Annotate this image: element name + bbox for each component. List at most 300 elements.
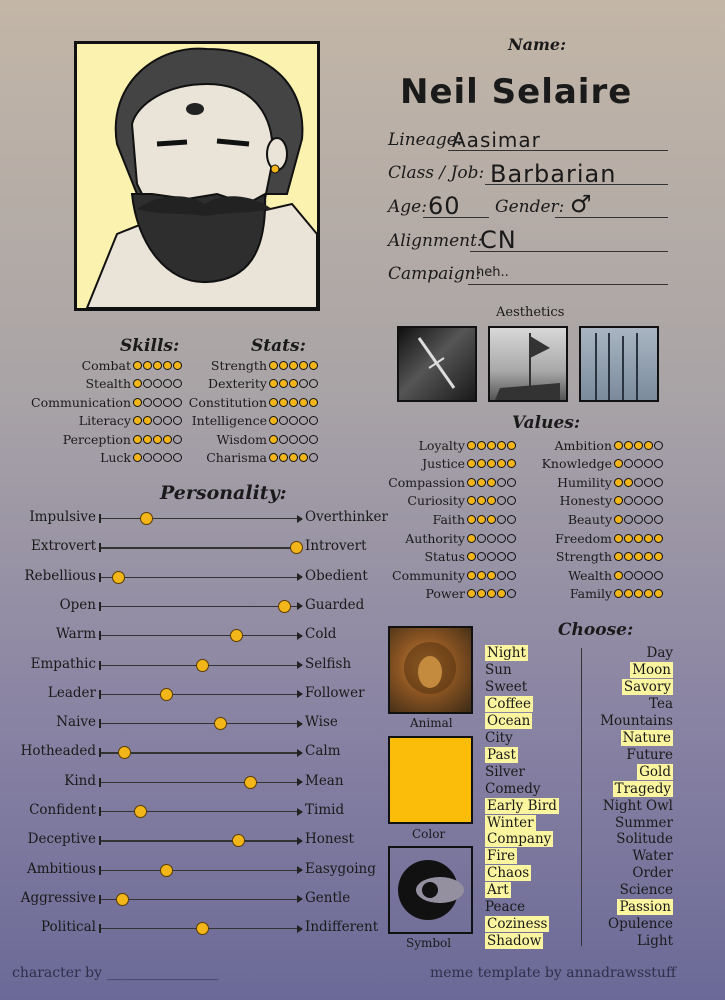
trait-slider-track [100,782,302,783]
trait-slider-knob[interactable] [196,922,209,935]
rating-dot [153,453,162,462]
rating-row [367,566,516,584]
rating-dot [497,459,506,468]
aesthetic-image-2 [488,326,568,402]
slider-start-tick [99,514,101,523]
crescent-symbol-icon [390,848,471,932]
trait-slider-knob[interactable] [112,571,125,584]
slider-end-arrow [297,749,303,757]
rating-rating [467,459,516,468]
choice-option[interactable]: Shadow [487,933,542,950]
rating-rating [269,379,318,388]
choice-option[interactable]: Sweet [485,678,528,695]
rating-dot [644,515,653,524]
campaign-label: Campaign: [388,264,482,284]
rating-row [169,430,318,448]
rating-label: Knowledge [541,456,612,472]
trait-slider-knob[interactable] [134,805,147,818]
rating-dot [624,589,633,598]
rating-label: Strength [210,357,267,373]
rating-rating [614,515,663,524]
choice-option[interactable]: Savory [623,678,671,695]
rating-row [524,548,663,566]
slider-end-arrow [297,778,303,786]
rating-dot [624,441,633,450]
rating-row [169,375,318,393]
rating-row [169,449,318,467]
rating-dot [309,453,318,462]
rating-rating [614,571,663,580]
age-value: 60 [428,192,461,220]
rating-dot [477,459,486,468]
choice-option[interactable]: Day [646,645,673,661]
rating-row [13,375,182,393]
choice-option[interactable]: Future [626,746,673,763]
rating-row [524,436,663,454]
rating-label: Dexterity [208,376,267,391]
trait-slider-knob[interactable] [140,512,153,525]
trait-slider-track [100,518,302,519]
rating-dot [507,552,516,561]
rating-dot [624,571,633,580]
slider-end-arrow [297,573,303,581]
rating-dot [497,589,506,598]
rating-row [13,430,182,448]
choice-row [632,865,673,882]
choice-option[interactable]: Gold [639,763,671,780]
rating-dot [497,496,506,505]
rating-dot [497,441,506,450]
rating-dot [269,453,278,462]
trait-left-label: Kind [64,772,96,789]
rating-row [524,473,663,491]
choice-option[interactable]: Science [619,882,673,899]
trait-slider-knob[interactable] [160,688,173,701]
choice-option[interactable]: Art [487,882,509,899]
rating-dot [143,379,152,388]
trait-left-label: Deceptive [27,831,96,848]
rating-label: Stealth [85,376,131,391]
rating-dot [269,398,278,407]
gender-label: Gender: [495,197,565,217]
symbol-box [388,846,473,934]
rating-label: Charisma [206,450,267,465]
trait-slider-knob[interactable] [196,659,209,672]
rating-dot [654,459,663,468]
trait-right-label: Calm [305,743,341,760]
choice-option[interactable]: Chaos [487,865,530,882]
slider-start-tick [99,866,101,875]
rating-dot [467,589,476,598]
choice-option[interactable]: Winter [487,814,534,831]
choice-option[interactable]: Early Bird [487,797,557,814]
rating-dot [467,515,476,524]
rating-rating [467,496,516,505]
character-portrait [74,41,320,311]
rating-dot [507,459,516,468]
rating-dot [299,361,308,370]
rating-dot [133,453,142,462]
rating-dot [634,478,643,487]
trait-slider-track [100,547,302,548]
rating-dot [634,552,643,561]
rating-rating [467,515,516,524]
values-title: Values: [512,413,581,433]
rating-label: Family [569,586,612,602]
choice-row [485,730,513,747]
alignment-label: Alignment: [388,231,483,251]
rating-dot [133,379,142,388]
gender-value: ♂ [570,190,593,218]
trait-slider-knob[interactable] [214,717,227,730]
slider-end-arrow [297,925,303,933]
rating-dot [634,571,643,580]
rating-dot [507,515,516,524]
trait-slider-knob[interactable] [232,834,245,847]
rating-rating [269,435,318,444]
trait-slider-knob[interactable] [160,864,173,877]
choice-option[interactable]: Light [636,933,673,950]
rating-dot [654,478,663,487]
slider-end-arrow [297,632,303,640]
rating-rating [614,552,663,561]
slider-start-tick [99,690,101,699]
spears-icon [581,328,657,400]
rating-dot [487,441,496,450]
choice-row [621,730,673,747]
rating-dot [153,416,162,425]
symbol-label: Symbol [406,936,452,950]
rating-label: Luck [100,450,131,465]
rating-row [524,455,663,473]
rating-label: Curiosity [407,493,465,509]
rating-label: Honesty [559,493,612,509]
rating-dot [309,398,318,407]
trait-slider-track [100,606,302,607]
trait-left-label: Ambitious [26,860,96,877]
choice-option[interactable]: City [485,729,513,746]
rating-row [13,356,182,374]
choice-option[interactable]: Tragedy [614,780,671,797]
rating-rating [614,478,663,487]
rating-dot [507,589,516,598]
footer-template-credit: meme template by annadrawsstuff [430,965,676,981]
rating-dot [467,478,476,487]
rating-dot [497,534,506,543]
choice-option[interactable]: Summer [615,814,673,831]
slider-start-tick [99,719,101,728]
slider-start-tick [99,807,101,816]
trait-left-label: Extrovert [31,538,96,555]
rating-dot [634,515,643,524]
rating-label: Wealth [568,567,612,583]
choose-divider [581,648,582,946]
choice-row [485,781,541,798]
slider-start-tick [99,602,101,611]
choice-option[interactable]: Water [632,848,673,865]
trait-right-label: Guarded [305,596,365,613]
rating-dot [644,459,653,468]
rating-row [367,548,516,566]
rating-dot [467,441,476,450]
campaign-value: heh.. [476,265,509,280]
rating-dot [487,459,496,468]
rating-dot [624,534,633,543]
rating-dot [299,435,308,444]
slider-end-arrow [297,866,303,874]
trait-slider-knob[interactable] [230,629,243,642]
aesthetic-image-3 [579,326,659,402]
slider-end-arrow [297,895,303,903]
rating-dot [634,441,643,450]
choice-option[interactable]: Coziness [487,916,548,933]
trait-slider-knob[interactable] [278,600,291,613]
choice-row [485,645,528,662]
trait-slider-knob[interactable] [116,893,129,906]
choice-row [613,781,673,798]
class-value: Barbarian [490,160,617,188]
color-label: Color [412,827,446,841]
rating-rating [614,459,663,468]
rating-row [367,585,516,603]
choice-option[interactable]: Night [487,645,526,661]
rating-dot [507,496,516,505]
rating-dot [654,441,663,450]
rating-dot [507,441,516,450]
rating-dot [614,515,623,524]
rating-dot [309,361,318,370]
rating-dot [654,496,663,505]
trait-right-label: Timid [305,802,345,818]
choice-row [615,815,673,832]
choice-option[interactable]: Opulence [608,916,673,933]
lion-icon [390,628,471,712]
rating-dot [269,416,278,425]
choice-option[interactable]: Sun [485,661,512,678]
rating-dot [477,571,486,580]
trait-left-label: Hotheaded [20,743,96,760]
rating-dot [644,589,653,598]
choice-option[interactable]: Passion [619,899,671,916]
trait-slider-knob[interactable] [244,776,257,789]
rating-dot [644,496,653,505]
rating-row [169,356,318,374]
slider-start-tick [99,895,101,904]
rating-dot [467,496,476,505]
choice-row [649,696,673,713]
rating-dot [289,398,298,407]
rating-rating [269,453,318,462]
lineage-value: Aasimar [452,128,541,152]
rating-dot [497,515,506,524]
rating-dot [654,571,663,580]
choice-option[interactable]: Night Owl [602,797,673,814]
slider-end-arrow [297,690,303,698]
slider-end-arrow [297,720,303,728]
choice-option[interactable]: Comedy [485,780,541,797]
rating-dot [153,379,162,388]
rating-dot [634,534,643,543]
rating-dot [487,589,496,598]
rating-dot [309,435,318,444]
choice-option[interactable]: Mountains [600,712,673,729]
choice-option[interactable]: Past [487,746,516,763]
trait-right-label: Wise [305,714,338,731]
choice-option[interactable]: Peace [485,899,526,916]
rating-dot [269,435,278,444]
rating-dot [309,379,318,388]
slider-start-tick [99,543,101,552]
trait-right-label: Honest [305,831,354,848]
trait-slider-track [100,840,302,841]
rating-dot [153,435,162,444]
rating-dot [279,416,288,425]
rating-rating [269,416,318,425]
trait-right-label: Gentle [305,889,351,906]
rating-rating [467,478,516,487]
trait-left-label: Open [59,596,96,613]
rating-row [13,449,182,467]
rating-dot [467,571,476,580]
trait-left-label: Naive [56,714,96,731]
choice-row [616,831,673,848]
rating-dot [644,534,653,543]
slider-end-arrow [297,515,303,523]
rating-label: Communication [31,394,131,410]
character-name: Neil Selaire [400,72,633,112]
choice-row [647,645,674,662]
choice-option[interactable]: Fire [487,848,516,865]
choice-row [485,764,525,781]
choice-row [485,848,517,865]
slider-end-arrow [297,661,303,669]
rating-dot [133,416,142,425]
rating-label: Power [425,586,465,602]
choice-option[interactable]: Company [487,831,552,848]
rating-row [367,510,516,528]
rating-dot [487,496,496,505]
rating-rating [467,571,516,580]
trait-left-label: Political [41,919,96,936]
rating-rating [269,398,318,407]
rating-row [367,529,516,547]
rating-rating [269,361,318,370]
rating-dot [467,459,476,468]
choice-row [485,933,543,950]
rating-dot [497,571,506,580]
choice-option[interactable]: Order [632,865,673,882]
choice-option[interactable]: Silver [485,763,525,780]
name-label: Name: [508,35,567,54]
rating-dot [634,589,643,598]
rating-row [367,436,516,454]
rating-dot [624,515,633,524]
trait-right-label: Mean [305,772,344,789]
rating-dot [614,478,623,487]
rating-dot [614,589,623,598]
choice-row [600,713,673,730]
choice-row [608,916,673,933]
rating-dot [289,416,298,425]
rating-dot [477,496,486,505]
choice-row [485,899,525,916]
rating-dot [614,496,623,505]
choice-option[interactable]: Ocean [487,712,531,729]
trait-slider-track [100,811,302,812]
rating-dot [654,589,663,598]
portrait-illustration [77,44,317,308]
rating-label: Community [392,567,465,583]
rating-label: Loyalty [418,437,465,453]
rating-label: Perception [62,431,131,447]
rating-dot [289,379,298,388]
rating-label: Strength [555,549,612,565]
trait-slider-track [100,694,302,695]
rating-rating [467,589,516,598]
trait-slider-track [100,899,302,900]
rating-dot [507,534,516,543]
trait-right-label: Indifferent [305,919,379,936]
rating-dot [289,361,298,370]
rating-row [169,393,318,411]
trait-slider-knob[interactable] [118,746,131,759]
choice-row [485,798,559,815]
rating-row [524,492,663,510]
choice-option[interactable]: Moon [632,661,671,678]
lineage-label: Lineage: [388,130,463,150]
choice-row [622,679,673,696]
choice-row [485,916,549,933]
choice-row [485,815,536,832]
slider-end-arrow [297,808,303,816]
rating-rating [614,534,663,543]
rating-dot [644,552,653,561]
rating-row [13,412,182,430]
trait-left-label: Confident [29,802,96,818]
rating-rating [614,589,663,598]
choice-option[interactable]: Tea [649,695,673,712]
rating-dot [614,534,623,543]
choice-option[interactable]: Coffee [487,695,532,712]
trait-slider-knob[interactable] [290,541,303,554]
rating-rating [467,552,516,561]
slider-end-arrow [297,837,303,845]
footer-credit: character by ________________ [12,965,219,981]
rating-label: Faith [432,511,465,527]
alignment-value: CN [480,226,517,254]
choice-option[interactable]: Nature [622,729,671,746]
rating-dot [477,441,486,450]
choice-row [637,933,673,950]
rating-dot [477,515,486,524]
rating-dot [133,435,142,444]
rating-dot [634,459,643,468]
rating-label: Compassion [388,474,465,490]
rating-dot [279,398,288,407]
rating-dot [269,379,278,388]
choice-option[interactable]: Solitude [616,831,673,848]
rating-dot [133,361,142,370]
animal-image [388,626,473,714]
rating-dot [624,478,633,487]
rating-dot [654,552,663,561]
choice-row [620,882,673,899]
rating-rating [614,441,663,450]
rating-label: Authority [405,530,465,546]
stats-title: Stats: [251,336,306,356]
class-label: Class / Job: [388,163,485,183]
choice-row [485,865,531,882]
